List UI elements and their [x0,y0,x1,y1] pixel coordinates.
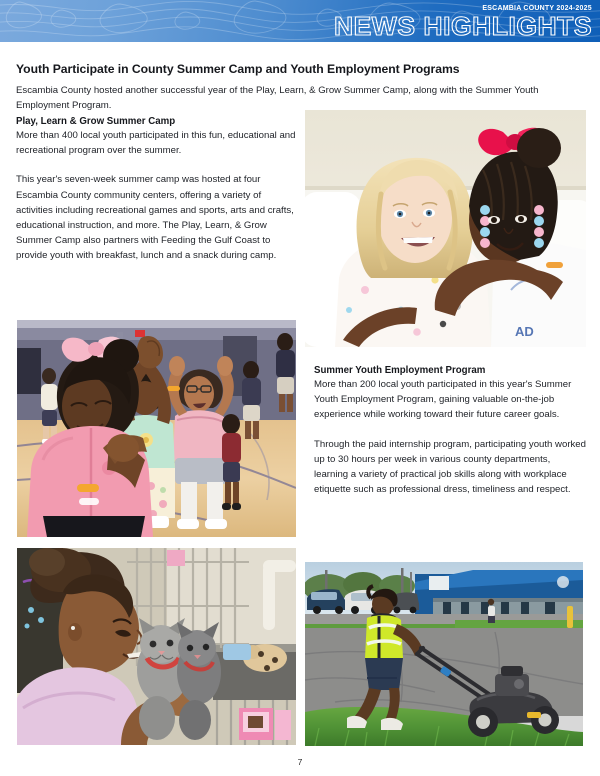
photo-shelter-kittens [17,548,296,745]
banner-text-group [333,0,592,42]
article-intro: Escambia County hosted another successful year of the Play, Learn, & Grow Summer Camp, along with the Summer Youth Employment Program. [16,84,539,111]
right-paragraph-1: More than 200 local youth participated in this year's Summer Youth Employment Program, gaining valuable on-the-job experience while working toward their future career goals. [314,379,572,421]
photo-campers-hugging [305,110,586,347]
right-paragraph-2: Through the paid internship program, participating youth worked up to 30 hours per week in various county departments, learning a variety of practical job skills along with workplace etiquette such as professional dress, timeliness and respect. [314,438,586,496]
left-column-text [16,116,299,264]
subheading-play-learn-grow: Play, Learn & Grow Summer Camp [16,116,176,127]
banner-kicker: ESCAMBIA COUNTY 2024-2025 [482,2,592,12]
banner-title: NEWS HIGHLIGHTS [333,10,592,41]
subheading-summer-youth-employment: Summer Youth Employment Program [314,365,486,376]
photo-gym-activity [17,320,296,537]
left-paragraph-1: More than 400 local youth participated in this fun, educational and recreational program over the summer. [16,130,296,157]
left-paragraph-2: This year's seven-week summer camp was hosted at four Escambia County community centers, offering a variety of activities including recreational games and sports, arts and crafts, educational instruction, and more. The Play, Learn, & Grow Summer Camp also partners with Feeding the Gulf Coast to provide youth with breakfast, lunch and a snack during camp. [16,174,294,262]
page-number: 7 [297,757,303,767]
page-title: Youth Participate in County Summer Camp and Youth Employment Programs [16,62,460,77]
right-column-text [314,365,586,497]
photo-youth-mowing [305,562,583,746]
svg-text:AD: AD [515,324,534,339]
page-banner [0,0,600,42]
